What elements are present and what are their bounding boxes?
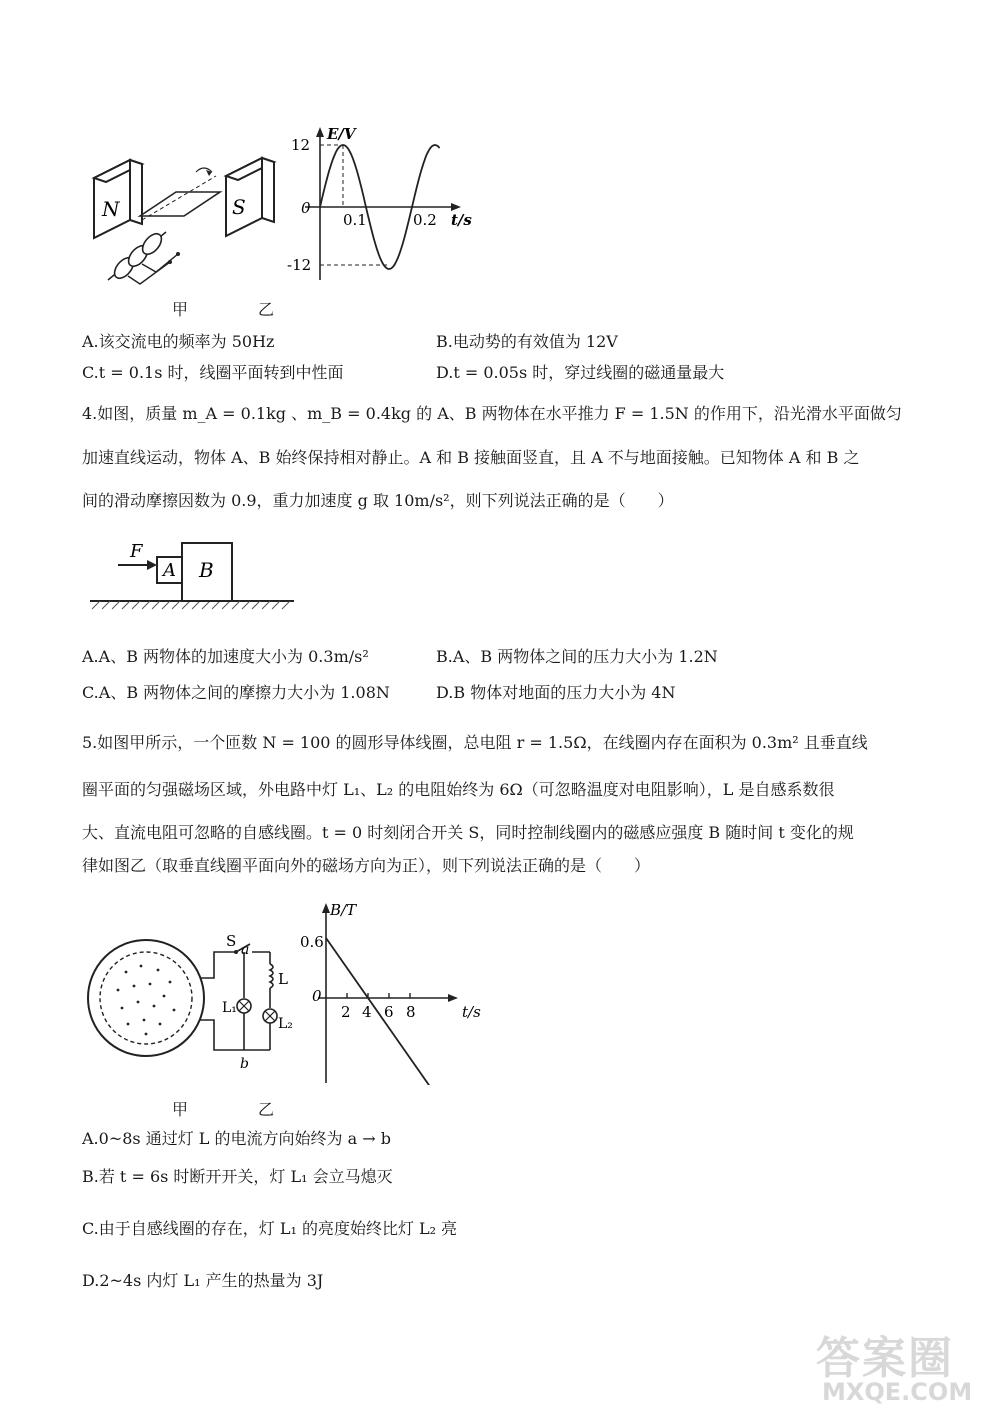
q3-generator-figure [80, 130, 280, 290]
q4-stem-line-2: 加速直线运动，物体 A、B 始终保持相对静止。A 和 B 接触面竖直，且 A 不与地面接触。已知物体 A 和 B 之 [82, 448, 860, 467]
emf-y-axis-label: E/V [327, 125, 356, 143]
q3-option-b: B.电动势的有效值为 12V [436, 332, 618, 351]
q5-option-a: A.0~8s 通过灯 L 的电流方向始终为 a → b [82, 1129, 391, 1148]
b-x-axis-label: t/s [462, 1003, 481, 1021]
emf-tick-0.2: 0.2 [413, 211, 437, 229]
q3-option-d: D.t = 0.05s 时，穿过线圈的磁通量最大 [436, 363, 725, 382]
q4-stem-line-3: 间的滑动摩擦因数为 0.9，重力加速度 g 取 10m/s²，则下列说法正确的是（ ） [82, 491, 674, 510]
q3-caption-right: 乙 [258, 300, 275, 319]
q5-option-c: C.由于自感线圈的存在，灯 L₁ 的亮度始终比灯 L₂ 亮 [82, 1219, 458, 1238]
emf-origin: 0 [301, 199, 311, 217]
q5-option-d: D.2~4s 内灯 L₁ 产生的热量为 3J [82, 1271, 324, 1290]
q4-blocks-figure [88, 535, 303, 615]
b-tick-0.6: 0.6 [300, 933, 324, 951]
watermark-url: MXQE.COM [822, 1378, 973, 1406]
q4-option-d: D.B 物体对地面的压力大小为 4N [436, 683, 676, 702]
pole-s-label: S [232, 195, 246, 219]
b-tick-6: 6 [384, 1003, 394, 1021]
q5-stem-line-2: 圈平面的匀强磁场区域，外电路中灯 L₁、L₂ 的电阻始终为 6Ω（可忽略温度对电阻影响），L 是自感系数很 [82, 780, 835, 799]
force-label: F [130, 541, 143, 562]
q5-stem-line-3: 大、直流电阻可忽略的自感线圈。t = 0 时刻闭合开关 S，同时控制线圈内的磁感应强度 B 随时间 t 变化的规 [82, 823, 854, 842]
q5-caption-right: 乙 [258, 1100, 275, 1119]
q5-field-chart [300, 895, 500, 1085]
q4-option-b: B.A、B 两物体之间的压力大小为 1.2N [436, 647, 718, 666]
q5-stem-line-1: 5.如图甲所示，一个匝数 N = 100 的圆形导体线圈，总电阻 r = 1.5Ω，在线圈内存在面积为 0.3m² 且垂直线 [82, 733, 868, 752]
q5-circuit-figure [86, 930, 296, 1075]
switch-label: S [226, 932, 237, 950]
emf-tick-12: 12 [291, 136, 311, 154]
emf-x-axis-label: t/s [451, 211, 472, 229]
node-b-label: b [240, 1056, 249, 1072]
inductor-label: L [278, 970, 288, 988]
q3-emf-chart [285, 125, 485, 285]
q4-stem-line-1: 4.如图，质量 m_A = 0.1kg 、m_B = 0.4kg 的 A、B 两物体在水平推力 F = 1.5N 的作用下，沿光滑水平面做匀 [82, 404, 902, 423]
pole-n-label: N [102, 197, 120, 221]
emf-tick-0.1: 0.1 [343, 211, 367, 229]
q4-option-a: A.A、B 两物体的加速度大小为 0.3m/s² [82, 647, 369, 666]
b-tick-2: 2 [341, 1003, 351, 1021]
q3-option-c: C.t = 0.1s 时，线圈平面转到中性面 [82, 363, 344, 382]
lamp-l2-label: L₂ [278, 1016, 293, 1032]
b-tick-4: 4 [362, 1003, 372, 1021]
emf-tick-neg12: -12 [287, 256, 312, 274]
node-a-label: a [241, 942, 250, 958]
q3-caption-left: 甲 [172, 300, 189, 319]
q4-option-c: C.A、B 两物体之间的摩擦力大小为 1.08N [82, 683, 390, 702]
q5-stem-line-4: 律如图乙（取垂直线圈平面向外的磁场方向为正），则下列说法正确的是（ ） [82, 856, 651, 875]
q5-option-b: B.若 t = 6s 时断开开关，灯 L₁ 会立马熄灭 [82, 1167, 393, 1186]
b-y-axis-label: B/T [330, 901, 357, 919]
q5-caption-left: 甲 [172, 1100, 189, 1119]
watermark-logo: 答案圈 [816, 1333, 954, 1384]
b-tick-8: 8 [406, 1003, 416, 1021]
lamp-l1-label: L₁ [222, 1000, 237, 1016]
q3-option-a: A.该交流电的频率为 50Hz [82, 332, 275, 351]
block-b-label: B [199, 558, 214, 582]
b-origin: 0 [312, 987, 322, 1005]
block-a-label: A [163, 560, 176, 581]
